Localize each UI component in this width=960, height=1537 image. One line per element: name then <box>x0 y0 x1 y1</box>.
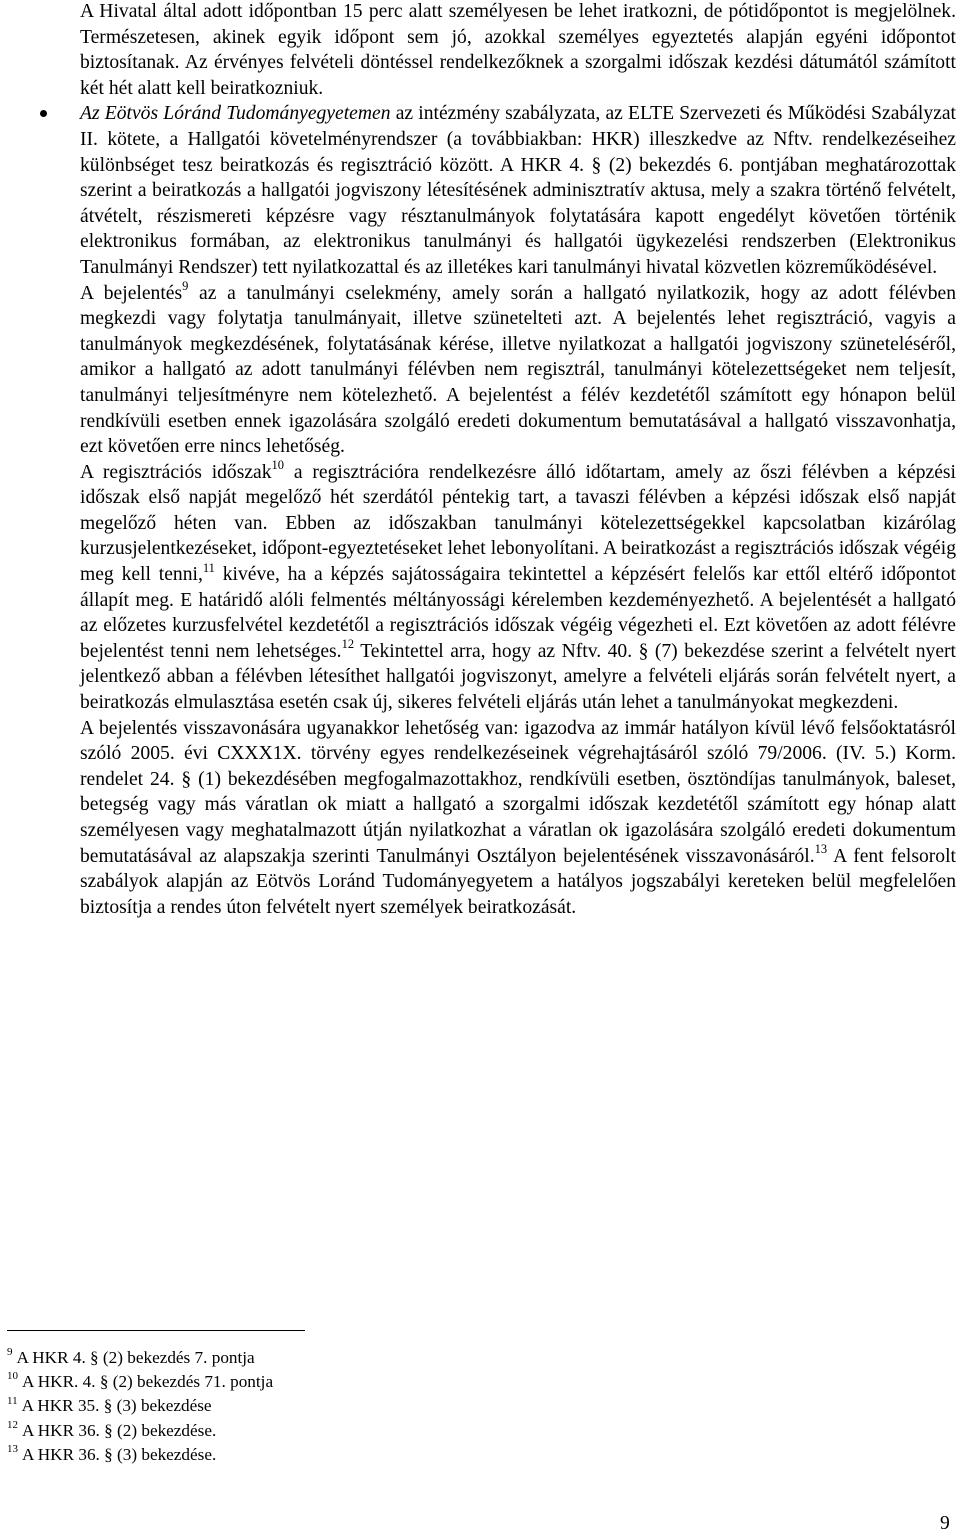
footnote <box>7 1370 507 1394</box>
paragraph-registration-period <box>80 460 956 716</box>
paragraph-bejelentes <box>80 281 956 460</box>
footnote-text: A HKR 35. § (3) bekezdése <box>21 1396 212 1416</box>
footnote-text: A HKR. 4. § (2) bekezdés 71. pontja <box>22 1372 274 1392</box>
paragraph-text: kivéve, ha a képzés sajátosságaira tekintettel a képzésért felelős kar ettől eltérő időpontot állapít meg. E határidő alóli felmentés méltányossági kérelemben kezdeményezhető. A bejelentését a hallgató az előzetes kurzusfelvétel kezdetétől a regisztrációs időszak végéig végezheti el. Ezt követően az adott félévre bejelentést tenni nem lehetséges. <box>80 564 956 662</box>
paragraph-text: Tekintettel arra, hogy az Nftv. 40. § (7) bekezdése szerint a felvételt nyert jelentkező abban a félévben létesíthet hallgatói jogviszonyt, amelyre a felvételi eljárás során felvételt nyert, a beiratkozás elmulasztása esetén csak új, sikeres felvételi eljárás után lehet a tanulmányokat megkezdeni. <box>80 640 957 714</box>
footnote-text: A HKR 36. § (3) bekezdése. <box>22 1444 217 1464</box>
footnote <box>7 1346 507 1370</box>
university-name: Az Eötvös Lóránd Tudományegyetemen <box>80 103 391 125</box>
page-number: 9 <box>940 1513 950 1534</box>
footnotes <box>7 1346 507 1467</box>
paragraph-text: a regisztrációra rendelkezésre álló időtartam, amely az őszi félévben a képzési időszak első napját megelőző hét szerdától péntekig tart, a tavaszi félévben a képzési időszak első napját megelőző héten van. Ebben az időszakban tanulmányi kötelezettségekkel kapcsolatban kizárólag kurzusjelentkezéseket, időpont-egyeztetéseket lehet lebonyolítani. A beiratkozást a regisztrációs időszak végéig meg kell tenni, <box>80 461 956 586</box>
footnote-divider <box>7 1330 305 1331</box>
paragraph-text: az a tanulmányi cselekmény, amely során a hallgató nyilatkozik, hogy az adott félévben megkezdi vagy folytatja tanulmányait, illetve szünetelteti azt. A bejelentés lehet regisztráció, vagyis a tanulmányok megkezdésének, folytatásának kérése, illetve nyilatkozat a hallgatói jogviszony szüneteléséről, amikor a hallgató az adott tanulmányi félévben nem regisztrál, tanulmányi kötelezettségeket nem teljesít, tanulmányi teljesítményre nem kötelezhető. A bejelentést a félév kezdetétől számított egy hónapon belül rendkívüli esetben ennek igazolására szolgáló eredeti dokumentum bemutatásával a hallgató visszavonhatja, ezt követően erre nincs lehetőség. <box>80 282 956 458</box>
footnote-ref: 9 <box>182 279 189 293</box>
footnote <box>7 1443 507 1467</box>
footnote-ref: 10 <box>271 458 285 473</box>
footnote-number: 10 <box>7 1370 18 1383</box>
footnote-ref: 12 <box>341 637 355 652</box>
paragraph-text: A bejelentés visszavonására ugyanakkor lehetőség van: igazodva az immár hatályon kívül lévő felsőoktatásról szóló 2005. évi CXXX1X. törvény egyes rendelkezéseinek végrehajtásáról szóló 79/2006. (IV. 5.) Korm. rendelet 24. § (1) bekezdésében megfogalmazottakhoz, rendkívüli esetben, ösztöndíjas tanulmányok, baleset, betegség vagy más váratlan ok miatt a hallgató a szorgalmi időszak kezdetétől számított egy hónap alatt személyesen vagy meghatalmazott útján nyilatkozhat a váratlan ok igazolására szolgáló eredeti dokumentum bemutatásával az alapszakja szerinti Tanulmányi Osztályon bejelentésének visszavonásáról. <box>80 717 956 867</box>
footnote <box>7 1394 507 1418</box>
footnote-number: 11 <box>7 1394 18 1407</box>
paragraph-text: A bejelentés <box>80 282 183 304</box>
bullet-icon <box>40 110 47 117</box>
footnote-number: 13 <box>7 1443 18 1456</box>
paragraph-enrollment-appointment: A Hivatal által adott időpontban 15 perc alatt személyesen be lehet iratkozni, de pótidőpontot is megjelölnek. Természetesen, akinek egyik időpont sem jó, azokkal személyes egyeztetés alapján egyéni időpontot biztosítanak. Az érvényes felvételi döntéssel rendelkezőknek a szorgalmi időszak kezdési dátumától számított két hét alatt kell beiratkozniuk. <box>80 1 956 99</box>
footnote-ref: 11 <box>202 560 215 575</box>
footnote-ref: 13 <box>814 842 828 857</box>
paragraph-text: A regisztrációs időszak <box>80 461 272 483</box>
footnote-number: 9 <box>7 1346 13 1359</box>
paragraph-withdrawal <box>80 716 956 921</box>
paragraph-elte-rules <box>80 101 956 280</box>
footnote-text: A HKR 4. § (2) bekezdés 7. pontja <box>16 1348 255 1367</box>
footnote-number: 12 <box>7 1418 18 1431</box>
body-text <box>80 0 956 920</box>
footnote-text: A HKR 36. § (2) bekezdése. <box>22 1420 217 1440</box>
footnote <box>7 1419 507 1443</box>
paragraph-text: az intézmény szabályzata, az ELTE Szervezeti és Működési Szabályzat II. kötete, a Hallgatói követelményrendszer (a továbbiakban: HKR) illeszkedve az Nftv. rendelkezéseihez különbséget tesz beiratkozás és regisztráció között. A HKR 4. § (2) bekezdés 6. pontjában meghatározottak szerint a beiratkozás a hallgatói jogviszony létesítésének adminisztratív aktusa, mely a szakra történő felvételt, átvételt, részismereti képzésre vagy résztanulmányok folytatására kapott engedélyt követően történik elektronikus formában, az elektronikus tanulmányi és hallgatói ügykezelési rendszerben (Elektronikus Tanulmányi Rendszer) tett nyilatkozattal és az illetékes kari tanulmányi hivatal közvetlen közreműködésével. <box>80 103 956 278</box>
paragraph-text: A fent felsorolt szabályok alapján az Eötvös Loránd Tudományegyetem a hatályos jogszabályi kereteken belül megfelelően biztosítja a rendes úton felvételt nyert személyek beiratkozását. <box>80 845 956 918</box>
